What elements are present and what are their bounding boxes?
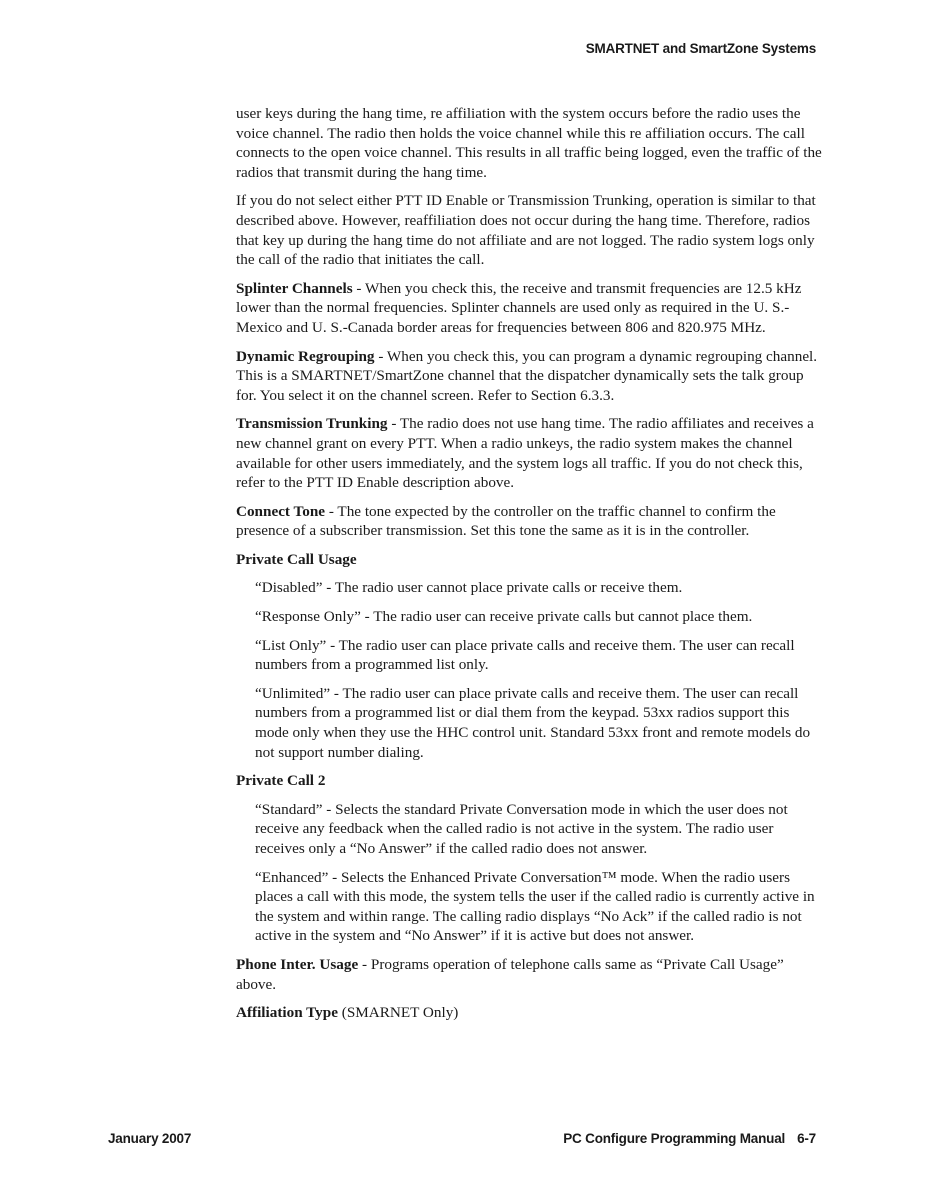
term-dynamic-regrouping: Dynamic Regrouping — [236, 347, 375, 365]
definition-transmission-trunking — [236, 414, 822, 492]
term-phone-inter-usage: Phone Inter. Usage — [236, 955, 359, 973]
definition-dynamic-regrouping — [236, 347, 822, 406]
page-number: 6-7 — [797, 1131, 816, 1146]
term-transmission-trunking: Transmission Trunking — [236, 415, 388, 433]
term-connect-tone: Connect Tone — [236, 502, 326, 520]
option-disabled: “Disabled” - The radio user cannot place private calls or receive them. — [255, 579, 683, 597]
definition-phone-inter-usage — [236, 955, 822, 994]
desc-affiliation-type: (SMARNET Only) — [337, 1004, 459, 1022]
paragraph-ptt-id: If you do not select either PTT ID Enable or Transmission Trunking, operation is similar to that described above. However, reaffiliation does not occur during the hang time. Therefore, radios that key up during the hang time do not affiliate and are not logged. The radio system logs only the call of the radio that initiates the call. — [236, 192, 816, 269]
term-splinter-channels: Splinter Channels — [236, 279, 353, 297]
desc-transmission-trunking: - The radio does not use hang time. The radio affiliates and receives a new channel grant on every PTT. When a radio unkeys, the radio system makes the channel available for other users immediately, and the system logs all traffic. If you do not check this, refer to the PTT ID Enable description above. — [236, 415, 814, 492]
heading-private-call-usage: Private Call Usage — [236, 550, 357, 568]
footer-manual-title: PC Configure Programming Manual — [563, 1131, 786, 1146]
definition-splinter-channels — [236, 279, 822, 338]
desc-splinter-channels: - When you check this, the receive and transmit frequencies are 12.5 kHz lower than the normal frequencies. Splinter channels are used only as required in the U. S.-Mexico and U. S.-Canada border areas for frequencies between 806 and 820.975 MHz. — [236, 279, 802, 336]
paragraph-hang-time: user keys during the hang time, re affiliation with the system occurs before the radio uses the voice channel. The radio then holds the voice channel while this re affiliation occurs. The call connects to the open voice channel. This results in all traffic being logged, even the traffic of the radios that transmit during the hang time. — [236, 105, 822, 181]
running-header: SMARTNET and SmartZone Systems — [585, 41, 816, 56]
option-unlimited: “Unlimited” - The radio user can place private calls and receive them. The user can recall numbers from a programmed list or dial them from the keypad. 53xx radios support this mode only when they use the HHC control unit. Standard 53xx front and remote models do not support number dialing. — [255, 684, 811, 761]
term-affiliation-type: Affiliation Type — [236, 1004, 338, 1022]
option-response-only: “Response Only” - The radio user can receive private calls but cannot place them. — [255, 608, 753, 626]
definition-affiliation-type — [236, 1003, 822, 1023]
desc-dynamic-regrouping: - When you check this, you can program a dynamic regrouping channel. This is a SMARTNET/SmartZone channel that the dispatcher dynamically sets the talk group for. You select it on the channel screen. Refer to Section 6.3.3. — [236, 347, 818, 404]
footer-date: January 2007 — [108, 1131, 192, 1146]
heading-private-call-2: Private Call 2 — [236, 772, 326, 790]
desc-connect-tone: - The tone expected by the controller on the traffic channel to confirm the presence of a subscriber transmission. Set this tone the same as it is in the controller. — [236, 502, 776, 540]
definition-connect-tone — [236, 502, 822, 541]
page-body — [236, 104, 822, 1032]
footer-manual — [563, 1131, 816, 1146]
option-standard: “Standard” - Selects the standard Private Conversation mode in which the user does not receive any feedback when the called radio is not active in the system. The radio user receives only a “No Answer” if the called radio does not answer. — [255, 800, 788, 857]
option-enhanced: “Enhanced” - Selects the Enhanced Private Conversation™ mode. When the radio users places a call with this mode, the system tells the user if the called radio is currently active in the system and within range. The calling radio displays “No Ack” if the called radio is not active in the system and “No Answer” if it is active but does not answer. — [255, 868, 815, 945]
desc-phone-inter-usage: - Programs operation of telephone calls same as “Private Call Usage” above. — [236, 955, 784, 993]
option-list-only: “List Only” - The radio user can place private calls and receive them. The user can recall numbers from a programmed list only. — [255, 636, 795, 674]
